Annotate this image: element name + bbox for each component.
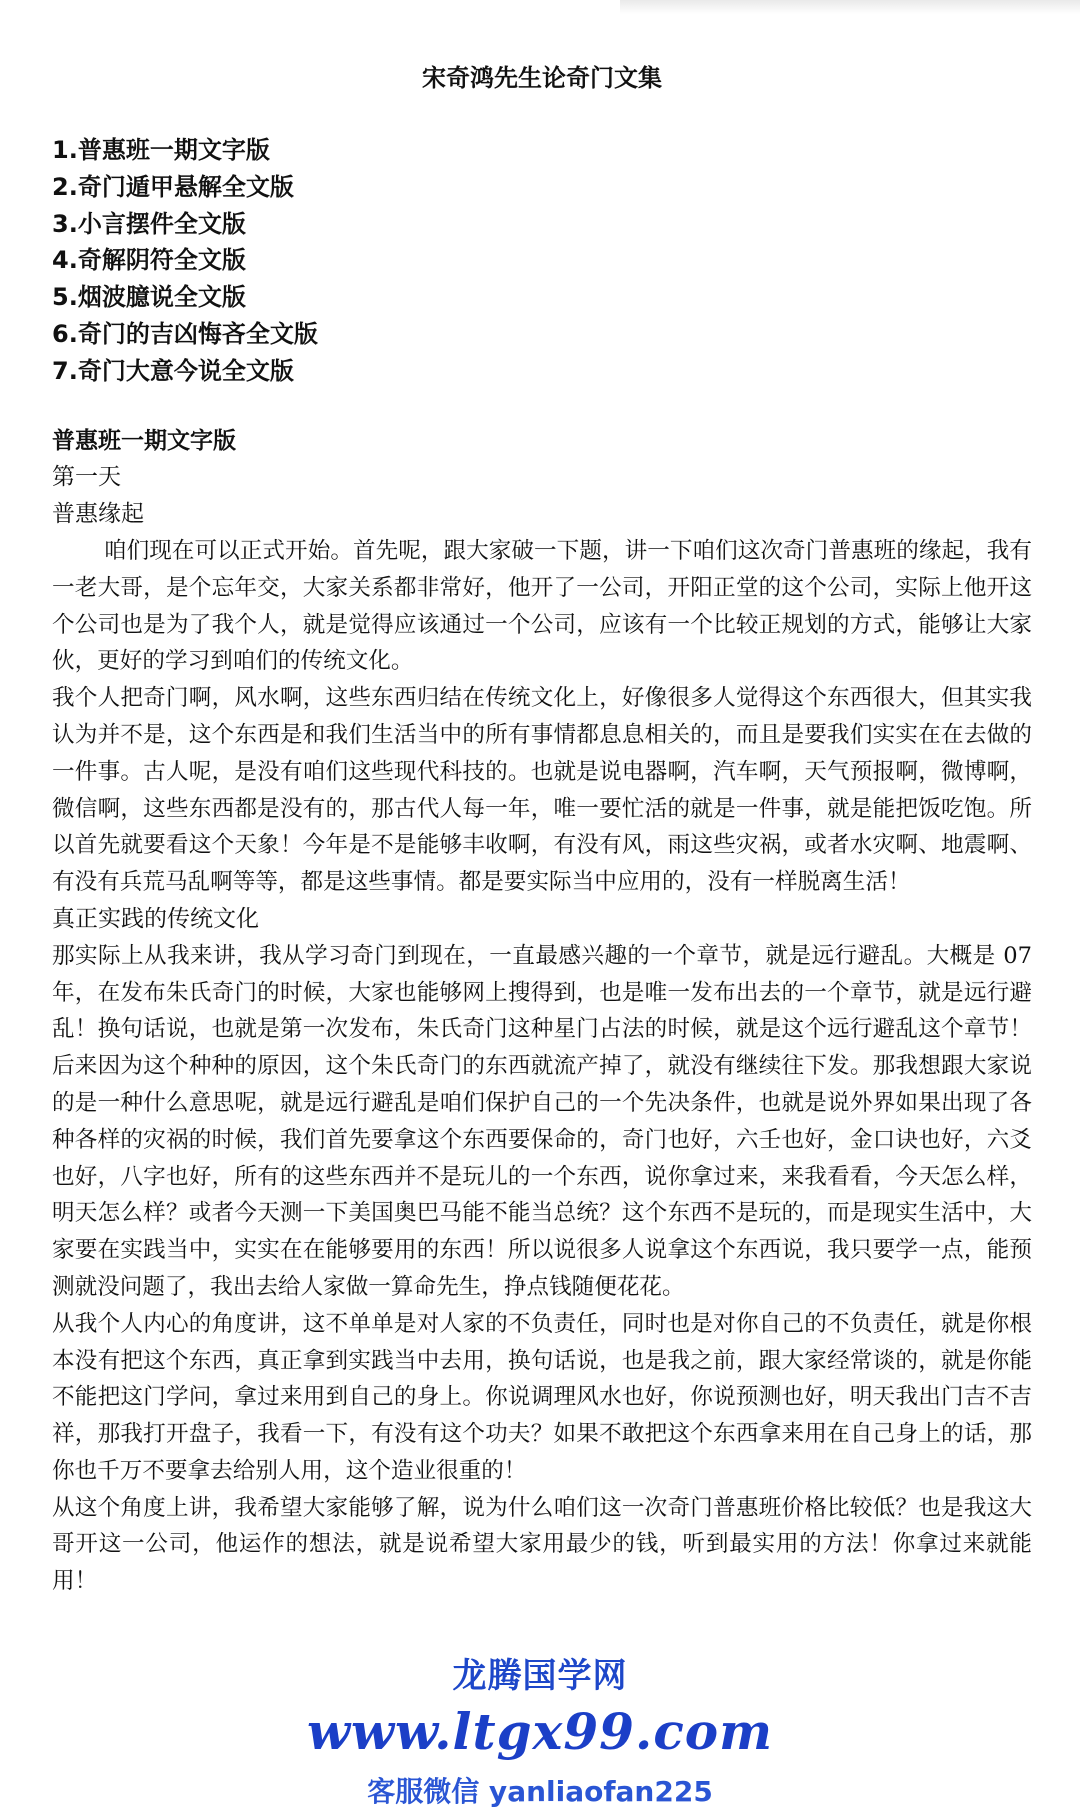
day-label: 第一天 xyxy=(52,464,121,491)
subheading-practice: 真正实践的传统文化 xyxy=(52,905,259,932)
toc-item: 7.奇门大意今说全文版 xyxy=(52,356,294,385)
toc-item: 5.烟波臆说全文版 xyxy=(52,283,246,312)
watermark-url: www.ltgx99.com xyxy=(306,1702,774,1761)
document-title: 宋奇鸿先生论奇门文集 xyxy=(422,64,662,92)
table-of-contents xyxy=(52,132,1032,390)
body-paragraph: 我个人把奇门啊，风水啊，这些东西归结在传统文化上，好像很多人觉得这个东西很大，但其实我认为并不是，这个东西是和我们生活当中的所有事情都息息相关的，而且是要我们实实在在去做的一件事。古人呢，是没有咱们这些现代科技的。也就是说电器啊，汽车啊，天气预报啊，微博啊，微信啊，这些东西都是没有的，那古代人每一年，唯一要忙活的就是一件事，就是能把饭吃饱。所以首先就要看这个天象！今年是不是能够丰收啊，有没有风，雨这些灾祸，或者水灾啊、地震啊、有没有兵荒马乱啊等等，都是这些事情。都是要实际当中应用的，没有一样脱离生活！ xyxy=(52,685,1032,896)
body-paragraph: 从这个角度上讲，我希望大家能够了解，说为什么咱们这一次奇门普惠班价格比较低？也是我这大哥开这一公司，他运作的想法，就是说希望大家用最少的钱，听到最实用的方法！你拿过来就能用！ xyxy=(52,1494,1032,1595)
body-paragraph: 那实际上从我来讲，我从学习奇门到现在，一直最感兴趣的一个章节，就是远行避乱。大概是 07 年，在发布朱氏奇门的时候，大家也能够网上搜得到，也是唯一发布出去的一个章节，就是远行避乱！换句话说，也就是第一次发布，朱氏奇门这种星门占法的时候，就是这个远行避乱这个章节！后来因为这个种种的原因，这个朱氏奇门的东西就流产掉了，就没有继续往下发。那我想跟大家说的是一种什么意思呢，就是远行避乱是咱们保护自己的一个先决条件，也就是说外界如果出现了各种各样的灾祸的时候，我们首先要拿这个东西要保命的，奇门也好，六壬也好，金口诀也好，六爻也好，八字也好，所有的这些东西并不是玩儿的一个东西，说你拿过来，来我看看，今天怎么样，明天怎么样？或者今天测一下美国奥巴马能不能当总统？这个东西不是玩的，而是现实生活中，大家要在实践当中，实实在在能够要用的东西！所以说很多人说拿这个东西说，我只要学一点，能预测就没问题了，我出去给人家做一算命先生，挣点钱随便花花。 xyxy=(52,942,1032,1300)
toc-item: 4.奇解阴符全文版 xyxy=(52,246,246,275)
body-paragraph: 从我个人内心的角度讲，这不单单是对人家的不负责任，同时也是对你自己的不负责任，就是你根本没有把这个东西，真正拿到实践当中去用，换句话说，也是我之前，跟大家经常谈的，就是你能不能把这门学问，拿过来用到自己的身上。你说调理风水也好，你说预测也好，明天我出门吉不吉祥，那我打开盘子，我看一下，有没有这个功夫？如果不敢把这个东西拿来用在自己身上的话，那你也千万不要拿去给别人用，这个造业很重的！ xyxy=(52,1310,1032,1484)
watermark-site-name: 龙腾国学网 xyxy=(452,1656,628,1696)
scan-top-shade xyxy=(620,0,1080,14)
section-heading: 普惠班一期文字版 xyxy=(52,427,236,454)
watermark-contact: 客服微信 yanliaofan225 xyxy=(367,1775,713,1808)
toc-item: 3.小言摆件全文版 xyxy=(52,209,246,238)
body-paragraph: 咱们现在可以正式开始。首先呢，跟大家破一下题，讲一下咱们这次奇门普惠班的缘起，我有一老大哥，是个忘年交，大家关系都非常好，他开了一公司，开阳正堂的这个公司，实际上他开这个公司也是为了我个人，就是觉得应该通过一个公司，应该有一个比较正规划的方式，能够让大家伙，更好的学习到咱们的传统文化。 xyxy=(52,537,1032,675)
toc-item: 2.奇门遁甲悬解全文版 xyxy=(52,172,294,201)
subheading-origin: 普惠缘起 xyxy=(52,501,144,528)
document-page xyxy=(52,50,1032,1600)
toc-item: 1.普惠班一期文字版 xyxy=(52,136,270,164)
toc-item: 6.奇门的吉凶悔吝全文版 xyxy=(52,319,318,348)
